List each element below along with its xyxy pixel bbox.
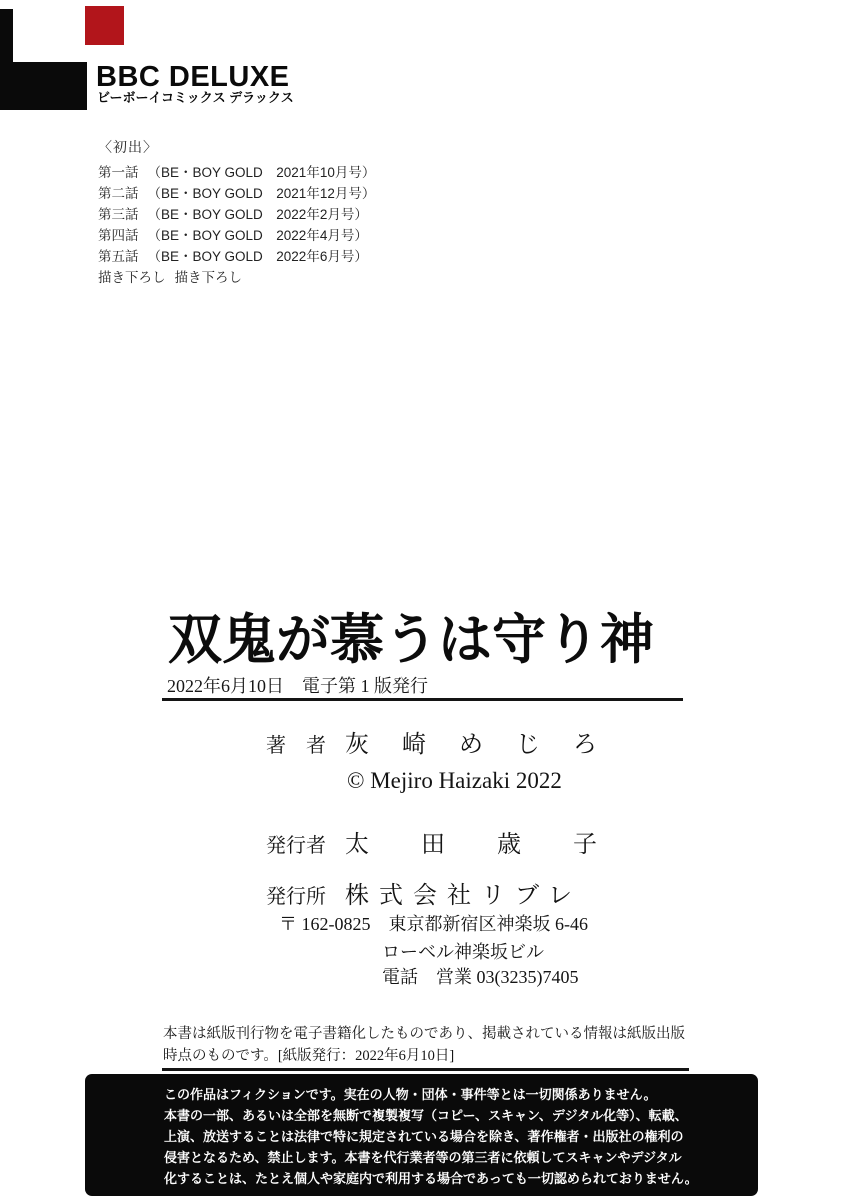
imprint-name-kana: ビーボーイコミックス デラックス [97, 90, 294, 105]
notice-line: 本書は紙版刊行物を電子書籍化したものであり、掲載されている情報は紙版出版 [163, 1026, 685, 1042]
episode-label: 第五話 [98, 249, 139, 264]
notice-line: 時点のものです。[紙版発行：2022年6月10日] [163, 1048, 455, 1064]
episode-issue: （BE・BOY GOLD 2021年10月号） [147, 165, 376, 180]
disclaimer-line: 上演、放送することは法律で特に規定されている場合を除き、著作権者・出版社の権利の [164, 1129, 684, 1144]
disclaimer-box [85, 1074, 758, 1196]
logo-red-square-icon [85, 6, 124, 45]
episode-label: 第四話 [98, 228, 139, 243]
publishing-house-label: 発行所 [266, 886, 326, 908]
publisher-label: 発行者 [266, 835, 326, 857]
author-label: 著 者 [266, 735, 326, 757]
spine-mark [0, 9, 13, 62]
episode-label: 第一話 [98, 165, 139, 180]
publisher-name: 太田歳子 [345, 832, 649, 858]
publisher-row [266, 824, 649, 859]
publishing-house-name: 株式会社リブレ [345, 883, 583, 909]
list-item [98, 183, 375, 204]
episode-issue: （BE・BOY GOLD 2022年6月号） [147, 249, 368, 264]
list-item [98, 267, 375, 288]
episode-issue: （BE・BOY GOLD 2021年12月号） [147, 186, 376, 201]
list-item [98, 225, 375, 246]
publishing-house-row [266, 875, 582, 910]
publisher-address: 〒 162-0825 東京都新宿区神楽坂 6-46 [279, 914, 588, 934]
logo-black-bar [0, 62, 87, 110]
episode-issue: 描き下ろし [174, 270, 242, 285]
list-item [98, 204, 375, 225]
episode-issue: （BE・BOY GOLD 2022年4月号） [147, 228, 368, 243]
notice-divider [162, 1068, 689, 1071]
author-row [266, 724, 630, 759]
publisher-phone: 電話 営業 03(3235)7405 [382, 967, 579, 987]
copyright-line: © Mejiro Haizaki 2022 [347, 768, 562, 793]
disclaimer-line: 化することは、たとえ個人や家庭内で利用する場合であっても一切認められておりません。 [164, 1171, 698, 1186]
disclaimer-line: この作品はフィクションです。実在の人物・団体・事件等とは一切関係ありません。 [164, 1087, 657, 1102]
publisher-building: ローベル神楽坂ビル [382, 942, 544, 962]
book-title: 双鬼が慕うは守り神 [168, 610, 654, 670]
digital-edition-notice [163, 1023, 685, 1067]
edition-line: 2022年6月10日 電子第 1 版発行 [167, 676, 428, 696]
title-divider [162, 698, 683, 701]
imprint-name: BBC DELUXE [96, 61, 290, 93]
disclaimer-line: 本書の一部、あるいは全部を無断で複製複写（コピー、スキャン、デジタル化等）、転載、 [164, 1108, 688, 1123]
episode-label: 第三話 [98, 207, 139, 222]
episode-label: 第二話 [98, 186, 139, 201]
first-publication-heading: 〈初出〉 [98, 139, 158, 155]
author-name: 灰崎めじろ [345, 732, 630, 758]
disclaimer-line: 侵害となるため、禁止します。本書を代行業者等の第三者に依頼してスキャンやデジタル [164, 1150, 682, 1165]
first-publication-list [98, 139, 375, 288]
episode-issue: （BE・BOY GOLD 2022年2月号） [147, 207, 368, 222]
episode-label: 描き下ろし [98, 270, 166, 285]
list-item [98, 162, 375, 183]
list-item [98, 246, 375, 267]
